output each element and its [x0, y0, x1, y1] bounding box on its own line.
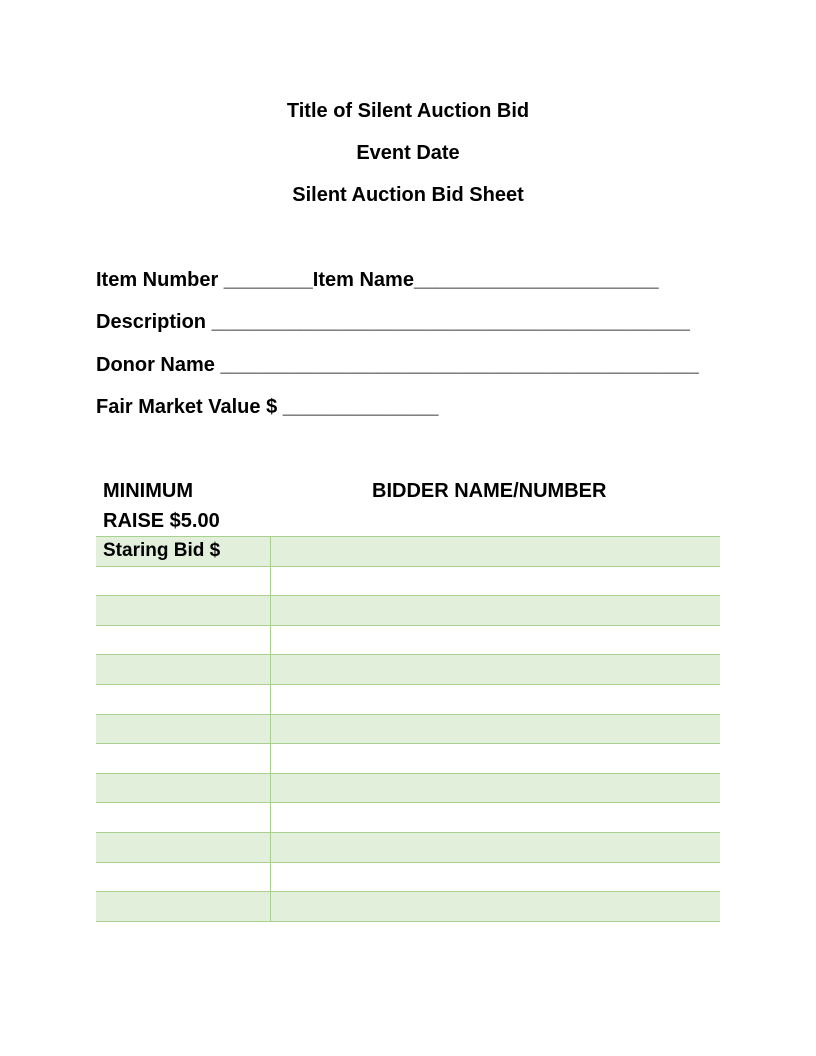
minimum-header: MINIMUM: [103, 480, 193, 502]
bidder-cell[interactable]: [270, 773, 720, 803]
table-row: [96, 596, 720, 626]
bidder-cell[interactable]: [270, 596, 720, 626]
bid-amount-cell[interactable]: [96, 596, 270, 626]
bidder-cell[interactable]: [270, 625, 720, 655]
bidder-cell[interactable]: [270, 714, 720, 744]
donor-name-field: Donor Name ___________________________________________: [96, 354, 699, 376]
table-row: [96, 862, 720, 892]
table-row: [96, 892, 720, 922]
page-title: Title of Silent Auction Bid: [286, 100, 530, 122]
table-row: [96, 655, 720, 685]
minimum-raise-header: RAISE $5.00: [103, 510, 220, 532]
bidder-cell[interactable]: [270, 862, 720, 892]
bid-amount-cell[interactable]: [96, 862, 270, 892]
starting-bid-cell: Staring Bid $: [96, 537, 270, 567]
table-row: [96, 537, 720, 567]
table-row: [96, 803, 720, 833]
bid-amount-cell[interactable]: [96, 744, 270, 774]
table-row: [96, 832, 720, 862]
table-row: [96, 566, 720, 596]
bid-amount-cell[interactable]: [96, 684, 270, 714]
bid-amount-cell[interactable]: [96, 625, 270, 655]
bidder-name-header: BIDDER NAME/NUMBER: [372, 480, 607, 502]
fair-market-value-field: Fair Market Value $ ______________: [96, 396, 439, 418]
bidder-cell[interactable]: [270, 832, 720, 862]
item-number-name-field: Item Number ________Item Name______________________: [96, 269, 659, 291]
bidder-cell[interactable]: [270, 566, 720, 596]
bidder-cell[interactable]: [270, 655, 720, 685]
table-row: [96, 684, 720, 714]
bid-table: [96, 536, 720, 922]
bid-amount-cell[interactable]: [96, 773, 270, 803]
bid-amount-cell[interactable]: [96, 803, 270, 833]
table-row: [96, 773, 720, 803]
bid-amount-cell[interactable]: [96, 655, 270, 685]
bidder-cell[interactable]: [270, 803, 720, 833]
bid-amount-cell[interactable]: [96, 892, 270, 922]
event-date-heading: Event Date: [356, 142, 460, 164]
bidder-cell[interactable]: [270, 744, 720, 774]
bidder-cell[interactable]: [270, 537, 720, 567]
table-row: [96, 714, 720, 744]
bid-amount-cell[interactable]: [96, 832, 270, 862]
bidder-cell[interactable]: [270, 892, 720, 922]
bid-amount-cell[interactable]: [96, 566, 270, 596]
sheet-subtitle: Silent Auction Bid Sheet: [292, 184, 524, 206]
table-row: [96, 625, 720, 655]
table-row: [96, 744, 720, 774]
bid-amount-cell[interactable]: [96, 714, 270, 744]
bidder-cell[interactable]: [270, 684, 720, 714]
description-field: Description ___________________________________________: [96, 311, 690, 333]
